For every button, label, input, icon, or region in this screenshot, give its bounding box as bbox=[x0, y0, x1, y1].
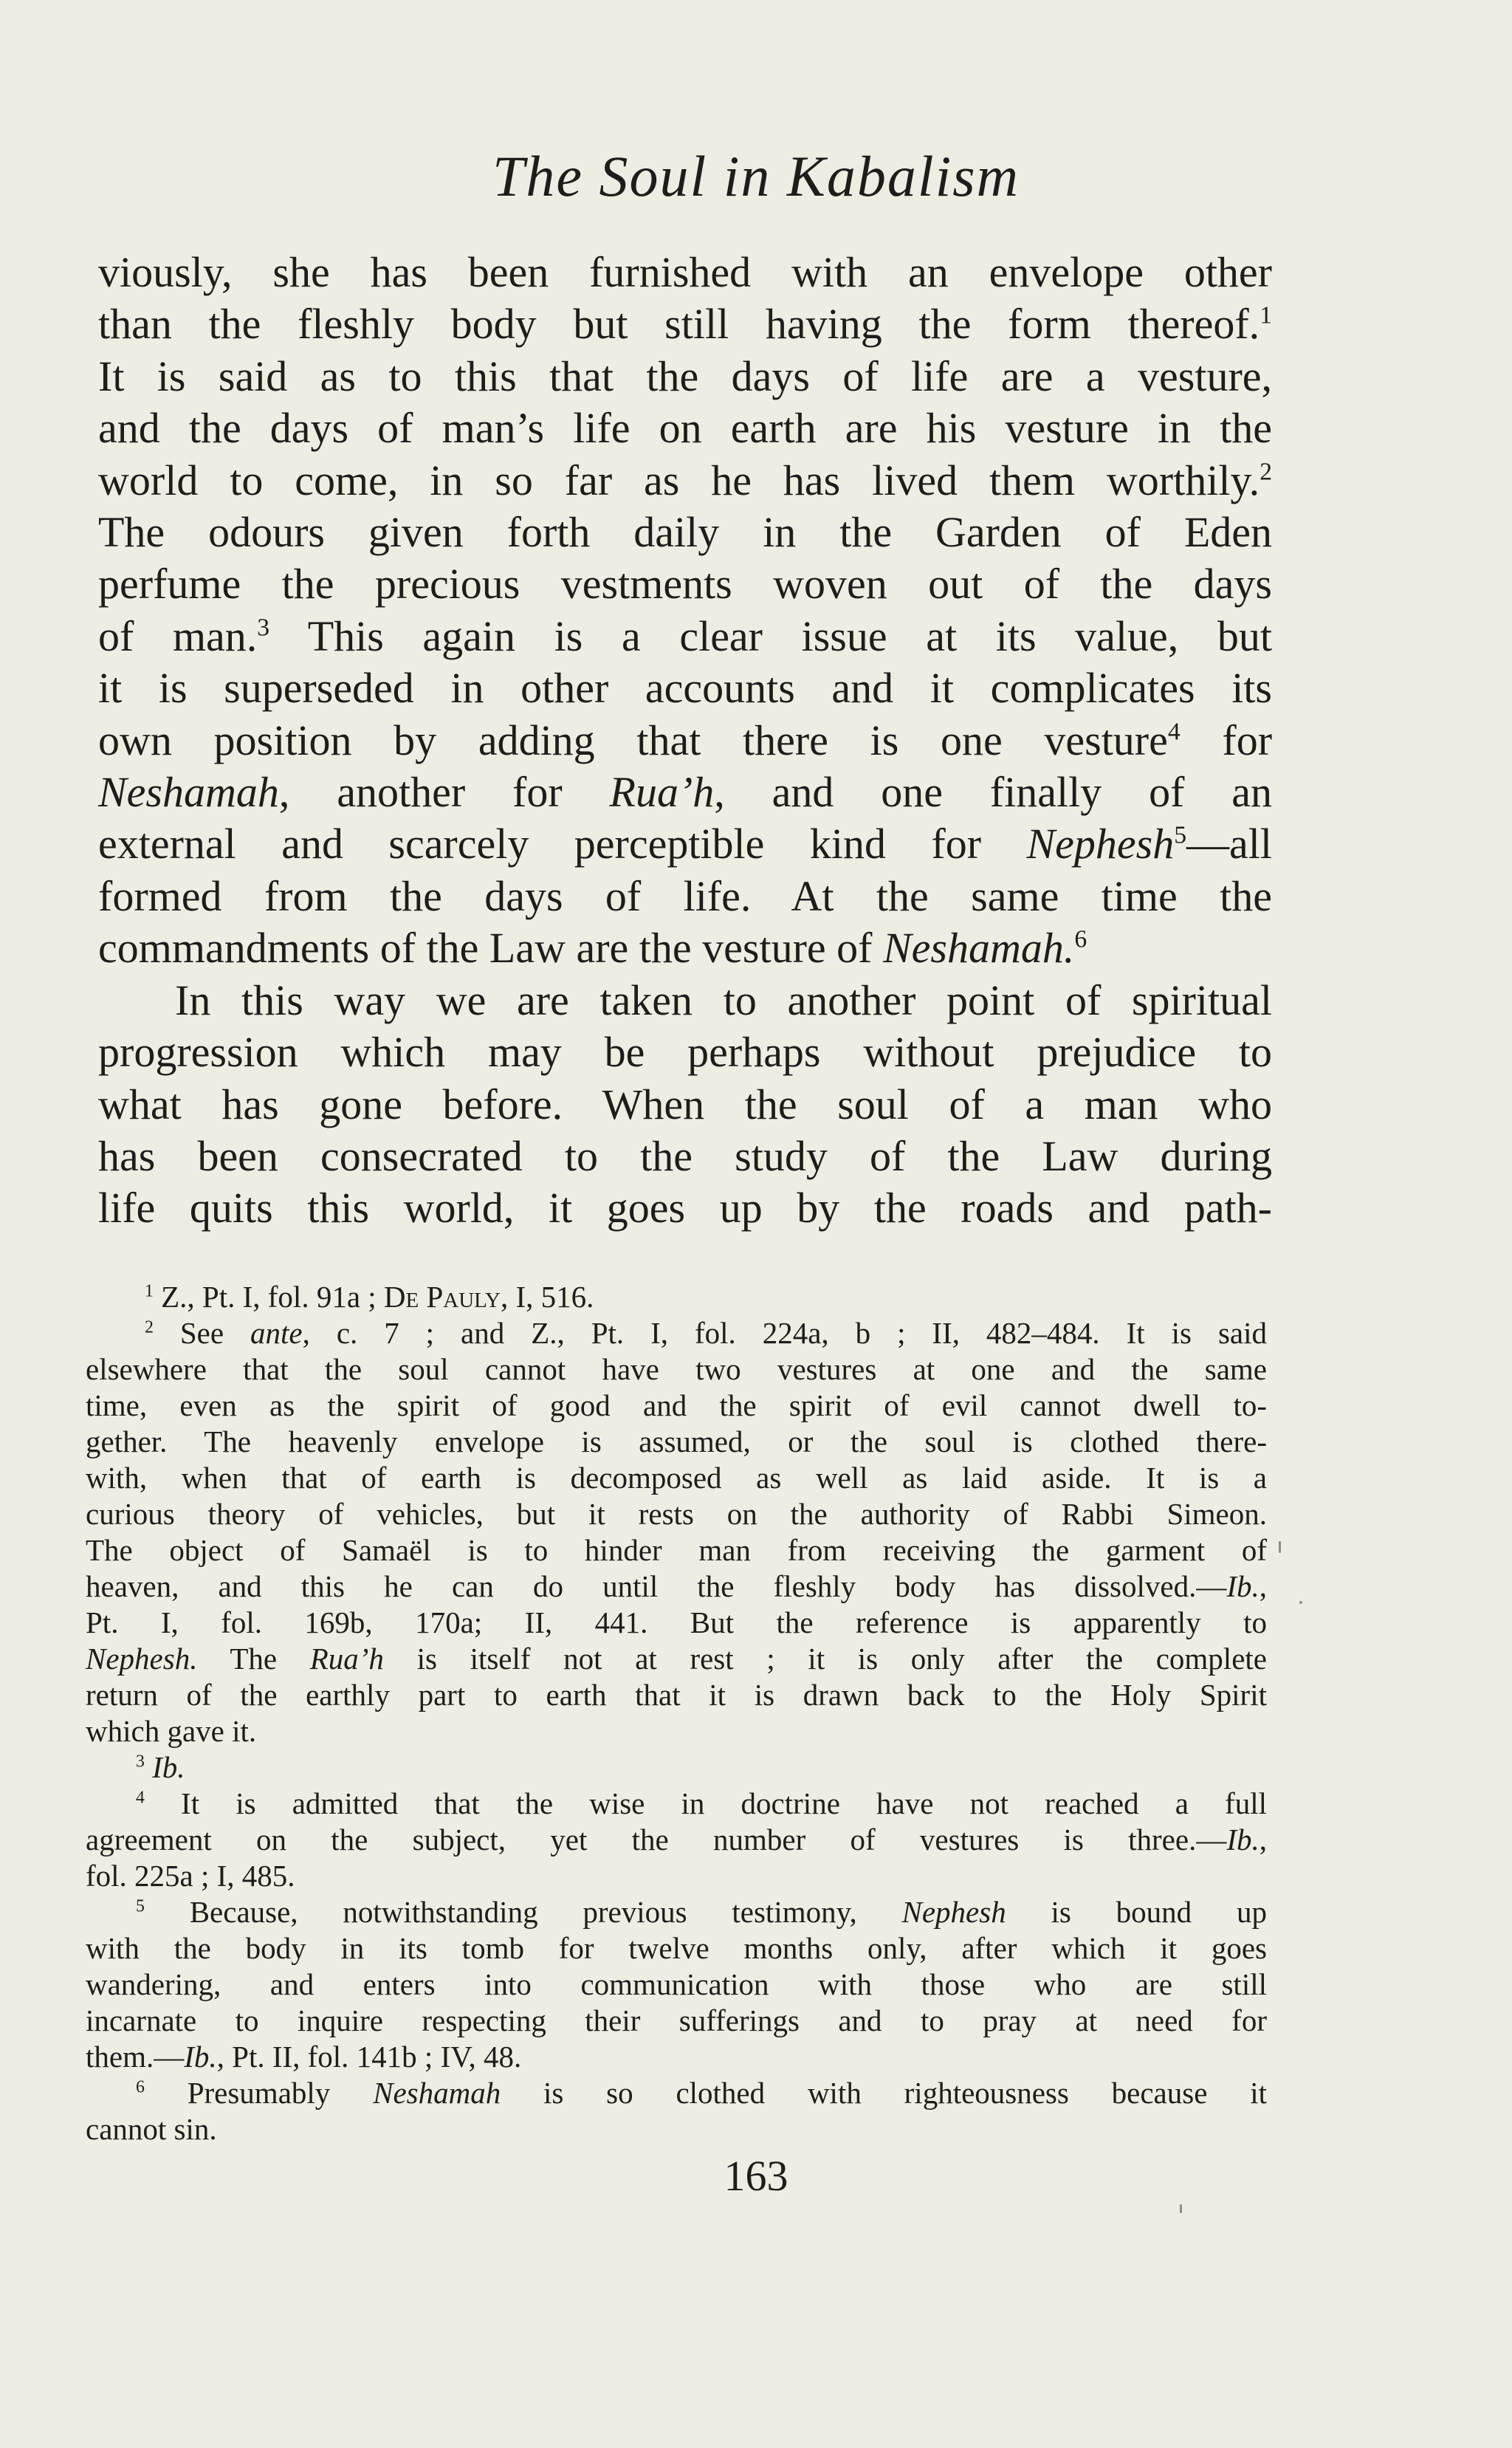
text-line: it is superseded in other accounts and it complicates its bbox=[98, 664, 1272, 713]
text-line: commandments of the Law are the vesture of Neshamah.$^6$ bbox=[98, 924, 1087, 973]
footnote-line: Nephesh. The Rua’h is itself not at rest ; it is only after the complete bbox=[86, 1642, 1267, 1676]
text-line: The odours given forth daily in the Garden of Eden bbox=[98, 508, 1272, 557]
footnote-4: $^4$ It is admitted that the wise in doctrine have not reached a full bbox=[136, 1786, 1267, 1820]
footnote-1: $^1$ Z., Pt. I, fol. 91a ; De Pauly, I, 516. bbox=[145, 1280, 594, 1314]
footnote-ref: 3 bbox=[257, 614, 270, 642]
text-line: perfume the precious vestments woven out of the days bbox=[98, 560, 1272, 608]
print-speck bbox=[1180, 2204, 1182, 2213]
footnote-line: curious theory of vehicles, but it rests on the authority of Rabbi Simeon. bbox=[86, 1497, 1267, 1531]
page-number: 163 bbox=[724, 2152, 788, 2200]
footnote-ref: 6 bbox=[1074, 925, 1087, 953]
footnote-ref: 1 bbox=[1260, 302, 1272, 330]
footnote-line: them.—Ib., Pt. II, fol. 141b ; IV, 48. bbox=[86, 2040, 522, 2074]
footnote-ref: 2 bbox=[1260, 458, 1272, 486]
footnote-line: elsewhere that the soul cannot have two vestures at one and the same bbox=[86, 1352, 1267, 1386]
text-line: of man.$^3$ This again is a clear issue at its value, but bbox=[98, 611, 1272, 660]
footnote-2: $^2$ See ante, c. 7 ; and Z., Pt. I, fol. 224a, b ; II, 482–484. It is said bbox=[145, 1316, 1267, 1350]
footnote-line: with the body in its tomb for twelve months only, after which it goes bbox=[86, 1931, 1267, 1965]
footnote-line: incarnate to inquire respecting their sufferings and to pray at need for bbox=[86, 2003, 1267, 2037]
footnote-line: time, even as the spirit of good and the spirit of evil cannot dwell to- bbox=[86, 1388, 1267, 1422]
footnote-line: Pt. I, fol. 169b, 170a; II, 441. But the reference is apparently to bbox=[86, 1605, 1267, 1639]
text-line: world to come, in so far as he has lived them worthily.$^2$ bbox=[98, 456, 1272, 504]
text-line: In this way we are taken to another point of spiritual bbox=[175, 976, 1272, 1024]
text-line: than the fleshly body but still having the form thereof.$^1$ bbox=[98, 300, 1272, 349]
footnotes bbox=[86, 1279, 1267, 2147]
text-line: has been consecrated to the study of the Law during bbox=[98, 1131, 1272, 1180]
footnote-ref: 5 bbox=[1174, 822, 1187, 850]
text-line: what has gone before. When the soul of a man who bbox=[98, 1080, 1272, 1128]
text-line: Neshamah, another for Rua’h, and one finally of an bbox=[98, 768, 1272, 817]
text-line: progression which may be perhaps without prejudice to bbox=[98, 1028, 1272, 1077]
text-line: viously, she has been furnished with an envelope other bbox=[98, 248, 1272, 296]
footnote-5: $^5$ Because, notwithstanding previous testimony, Nephesh is bound up bbox=[136, 1895, 1267, 1929]
footnote-ref: 4 bbox=[1167, 718, 1181, 746]
footnote-line: The object of Samaël is to hinder man from receiving the garment of bbox=[86, 1533, 1267, 1567]
footnote-line: with, when that of earth is decomposed as well as laid aside. It is a bbox=[86, 1461, 1267, 1495]
text-line: It is said as to this that the days of life are a vesture, bbox=[98, 352, 1272, 400]
text-line: and the days of man’s life on earth are his vesture in the bbox=[98, 404, 1272, 453]
text-line: own position by adding that there is one vesture$^4$ for bbox=[98, 716, 1273, 764]
text-line: external and scarcely perceptible kind for Nephesh$^5$—all bbox=[98, 820, 1272, 868]
footnote-line: agreement on the subject, yet the number of vestures is three.—Ib., bbox=[86, 1823, 1267, 1856]
footnote-line: cannot sin. bbox=[86, 2112, 217, 2146]
footnote-line: heaven, and this he can do until the fleshly body has dissolved.—Ib., bbox=[86, 1569, 1267, 1603]
footnote-6: $^6$ Presumably Neshamah is so clothed with righteousness because it bbox=[136, 2076, 1267, 2110]
footnote-line: which gave it. bbox=[86, 1714, 257, 1748]
footnote-line: wandering, and enters into communication with those who are still bbox=[86, 1967, 1267, 2001]
print-speck bbox=[1279, 1541, 1281, 1553]
print-speck bbox=[1299, 1601, 1302, 1604]
footnote-3: $^3$ Ib. bbox=[136, 1750, 185, 1784]
footnote-line: fol. 225a ; I, 485. bbox=[86, 1859, 295, 1893]
main-text bbox=[98, 247, 1272, 1235]
text-line: life quits this world, it goes up by the roads and path- bbox=[98, 1184, 1272, 1232]
running-title: The Soul in Kabalism bbox=[492, 144, 1020, 208]
text-line: formed from the days of life. At the same time the bbox=[98, 871, 1272, 920]
footnote-line: return of the earthly part to earth that it is drawn back to the Holy Spirit bbox=[86, 1678, 1267, 1712]
footnote-line: gether. The heavenly envelope is assumed, or the soul is clothed there- bbox=[86, 1424, 1267, 1458]
